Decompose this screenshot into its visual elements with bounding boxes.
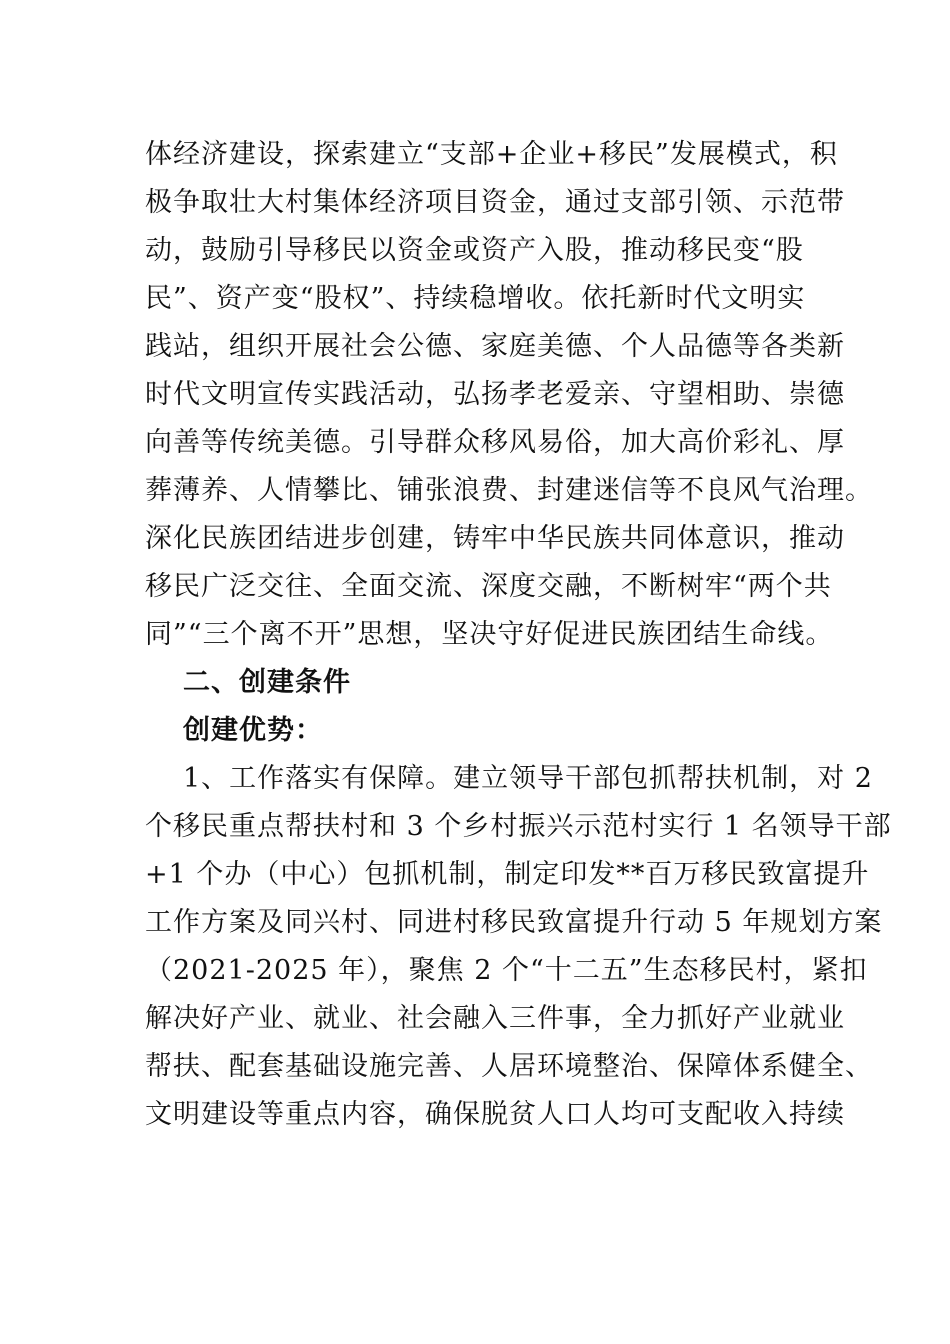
body-text-line: 工作方案及同兴村、同进村移民致富提升行动 5 年规划方案 <box>145 907 883 938</box>
sub-heading: 创建优势： <box>183 715 323 746</box>
body-text-line: 解决好产业、就业、社会融入三件事，全力抓好产业就业 <box>145 1003 845 1034</box>
body-text-line: 1、工作落实有保障。建立领导干部包抓帮扶机制，对 2 <box>183 763 873 794</box>
body-text-line: 同”“三个离不开”思想，坚决守好促进民族团结生命线。 <box>145 619 834 650</box>
body-text-line: +1 个办（中心）包抓机制，制定印发**百万移民致富提升 <box>145 859 870 890</box>
body-text-line: 个移民重点帮扶村和 3 个乡村振兴示范村实行 1 名领导干部 <box>145 811 892 842</box>
body-text-line: 葬薄养、人情攀比、铺张浪费、封建迷信等不良风气治理。 <box>145 475 873 506</box>
body-text-line: 帮扶、配套基础设施完善、人居环境整治、保障体系健全、 <box>145 1051 873 1082</box>
body-text-line: 体经济建设，探索建立“支部+企业+移民”发展模式，积 <box>145 139 838 170</box>
body-text-line: 深化民族团结进步创建，铸牢中华民族共同体意识，推动 <box>145 523 845 554</box>
body-text-line: 践站，组织开展社会公德、家庭美德、个人品德等各类新 <box>145 331 845 362</box>
body-text-line: （2021-2025 年），聚焦 2 个“十二五”生态移民村，紧扣 <box>145 955 868 986</box>
body-text-line: 动，鼓励引导移民以资金或资产入股，推动移民变“股 <box>145 235 804 266</box>
body-text-line: 移民广泛交往、全面交流、深度交融，不断树牢“两个共 <box>145 571 832 602</box>
body-text-line: 极争取壮大村集体经济项目资金，通过支部引领、示范带 <box>145 187 845 218</box>
section-heading: 二、创建条件 <box>183 667 351 698</box>
body-text-line: 民”、资产变“股权”、持续稳增收。依托新时代文明实 <box>145 283 806 314</box>
body-text-line: 时代文明宣传实践活动，弘扬孝老爱亲、守望相助、崇德 <box>145 379 845 410</box>
body-text-line: 文明建设等重点内容，确保脱贫人口人均可支配收入持续 <box>145 1099 845 1130</box>
body-text-line: 向善等传统美德。引导群众移风易俗，加大高价彩礼、厚 <box>145 427 845 458</box>
